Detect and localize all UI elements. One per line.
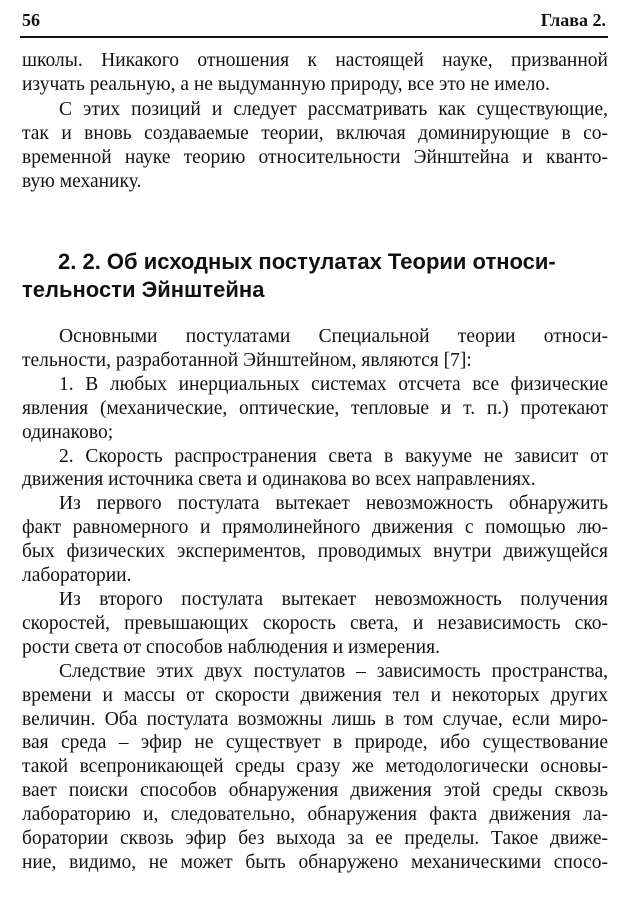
text-line: бых физических экспериментов, проводимых внутри движущейся xyxy=(22,541,608,563)
paragraph-positions xyxy=(22,98,608,194)
text-line: факт равномерного и прямолинейного движения с помощью лю- xyxy=(22,517,608,539)
text-line: Из первого постулата вытекает невозможность обнаружить xyxy=(59,493,608,515)
paragraph-continuation xyxy=(22,49,608,97)
text-line: величин. Оба постулата возможны лишь в том случае, если миро- xyxy=(22,708,608,730)
chapter-label: Глава 2. xyxy=(540,10,606,30)
text-line: вает поиски способов обнаружения движения этой среды сквозь xyxy=(22,780,608,802)
text-line: Следствие этих двух постулатов – зависимость пространства, xyxy=(59,660,608,682)
paragraph xyxy=(22,325,608,373)
section-title-line: 2. 2. Об исходных постулатах Теории относи- xyxy=(58,249,556,274)
paragraph xyxy=(22,660,608,875)
text-line: Основными постулатами Специальной теории относи- xyxy=(59,326,608,347)
text-line: лабораторию и, следовательно, обнаружения факта движения ла- xyxy=(22,804,608,826)
text-line: 2. Скорость распространения света в вакууме не зависит от xyxy=(59,445,608,467)
text-line: скоростей, превышающих скорость света, и независимость ско- xyxy=(22,612,608,634)
paragraph xyxy=(22,492,608,588)
text-line: одинаково; xyxy=(22,421,114,443)
text-line: вая среда – эфир не существует в природе, ибо существование xyxy=(22,732,608,754)
text-line: боратории сквозь эфир без выхода за ее пределы. Такое движе- xyxy=(22,828,608,850)
text-line: явления (механические, оптические, тепловые и т. п.) протекают xyxy=(22,397,608,419)
text-line: движения источника света и одинакова во всех направлениях. xyxy=(22,469,536,491)
paragraph xyxy=(22,588,608,660)
section-body xyxy=(22,325,608,875)
text-line: 1. В любых инерциальных системах отсчета все физические xyxy=(59,373,608,395)
running-header xyxy=(22,10,606,34)
text-line: С этих позиций и следует рассматривать как существующие, xyxy=(59,99,608,120)
text-line: вую механику. xyxy=(22,170,142,192)
text-line: изучать реальную, а не выдуманную природу, все это не имело. xyxy=(22,73,551,95)
text-line: рости света от способов наблюдения и измерения. xyxy=(22,636,440,658)
text-line: Из второго постулата вытекает невозможность получения xyxy=(59,588,608,610)
paragraph xyxy=(22,373,608,445)
page-number: 56 xyxy=(22,10,40,30)
text-line: школы. Никакого отношения к настоящей науке, призванной xyxy=(22,50,608,71)
section-title xyxy=(22,248,598,304)
text-line: такой всепроникающей среды сразу же методологически основы- xyxy=(22,756,608,778)
text-line: временной науке теорию относительности Эйнштейна и кванто- xyxy=(22,146,608,168)
text-line: так и вновь создаваемые теории, включая доминирующие в со- xyxy=(22,122,608,144)
text-line: времени и массы от скорости движения тел и некоторых других xyxy=(22,684,608,706)
header-rule xyxy=(20,36,608,38)
text-line: ние, видимо, не может быть обнаружено механическими спосо- xyxy=(22,851,608,873)
section-title-line: тельности Эйнштейна xyxy=(22,277,265,302)
text-line: лаборатории. xyxy=(22,565,132,587)
paragraph xyxy=(22,445,608,493)
text-line: тельности, разработанной Эйнштейном, являются [7]: xyxy=(22,349,472,371)
